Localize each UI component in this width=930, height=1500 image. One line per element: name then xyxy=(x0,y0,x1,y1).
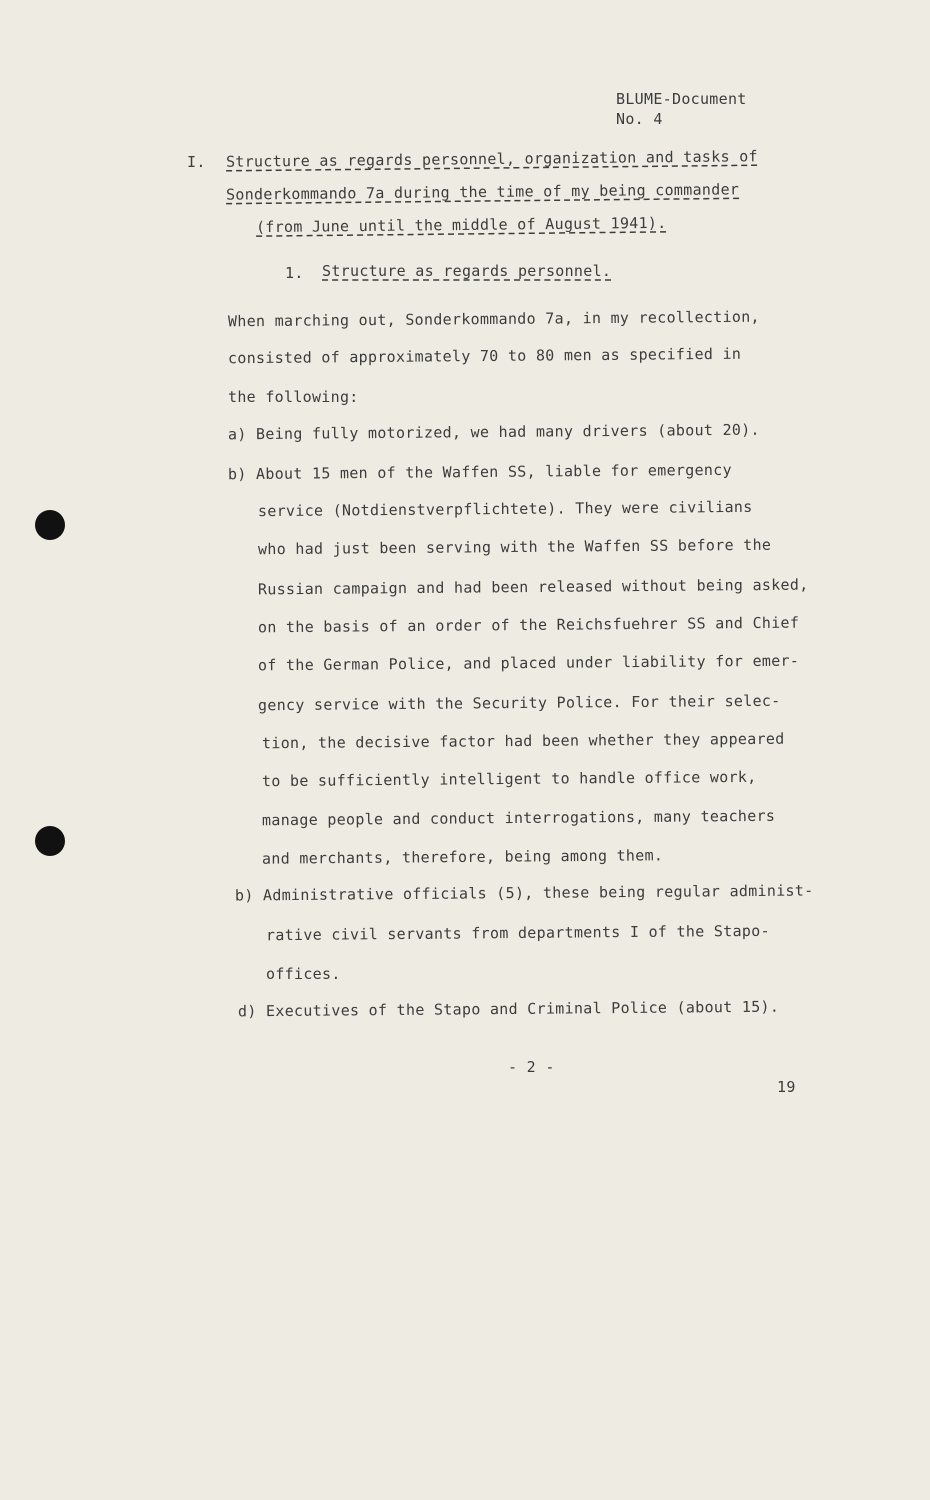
item-b-line-5: on the basis of an order of the Reichsfuehrer SS and Chief xyxy=(257,613,800,637)
item-b-line-8: tion, the decisive factor had been whether they appeared xyxy=(261,729,785,753)
item-b-line-2: service (Notdienstverpflichtete). They were civilians xyxy=(257,497,753,521)
folio-number: 19 xyxy=(777,1078,796,1096)
page-marker: - 2 - xyxy=(508,1058,555,1076)
item-d: d) Executives of the Stapo and Criminal Police (about 15). xyxy=(237,997,780,1021)
punch-hole-lower xyxy=(35,826,65,856)
item-b-line-6: of the German Police, and placed under liability for emer- xyxy=(257,651,800,675)
item-b-line-9: to be sufficiently intelligent to handle office work, xyxy=(261,767,757,791)
intro-line-1: When marching out, Sonderkommando 7a, in my recollection, xyxy=(227,307,760,331)
subsection-title: Structure as regards personnel. xyxy=(322,262,612,280)
document-number: No. 4 xyxy=(616,110,663,128)
item-b-line-1: b) About 15 men of the Waffen SS, liable for emergency xyxy=(227,460,732,484)
item-c-line-1: b) Administrative officials (5), these being regular administ- xyxy=(234,881,814,905)
item-c-line-2: rative civil servants from departments I of the Stapo- xyxy=(265,921,770,945)
subsection-number: 1. xyxy=(285,264,304,282)
item-a: a) Being fully motorized, we had many drivers (about 20). xyxy=(227,420,760,444)
item-b-line-11: and merchants, therefore, being among them. xyxy=(261,846,664,868)
document-label: BLUME-Document xyxy=(616,90,747,108)
item-b-line-3: who had just been serving with the Waffen SS before the xyxy=(257,535,772,559)
section-numeral: I. xyxy=(187,153,206,171)
item-b-line-7: gency service with the Security Police. For their selec- xyxy=(257,691,781,715)
section-title-line-1: Structure as regards personnel, organization and tasks of xyxy=(225,147,758,171)
item-b-line-10: manage people and conduct interrogations, many teachers xyxy=(261,806,776,830)
item-b-line-4: Russian campaign and had been released without being asked, xyxy=(257,575,809,599)
section-title-line-2: Sonderkommando 7a during the time of my being commander xyxy=(225,180,740,204)
intro-line-2: consisted of approximately 70 to 80 men as specified in xyxy=(227,344,742,368)
section-title-line-3: (from June until the middle of August 1941). xyxy=(255,213,667,237)
item-c-line-3: offices. xyxy=(266,965,341,983)
intro-line-3: the following: xyxy=(228,388,359,406)
punch-hole-upper xyxy=(35,510,65,540)
